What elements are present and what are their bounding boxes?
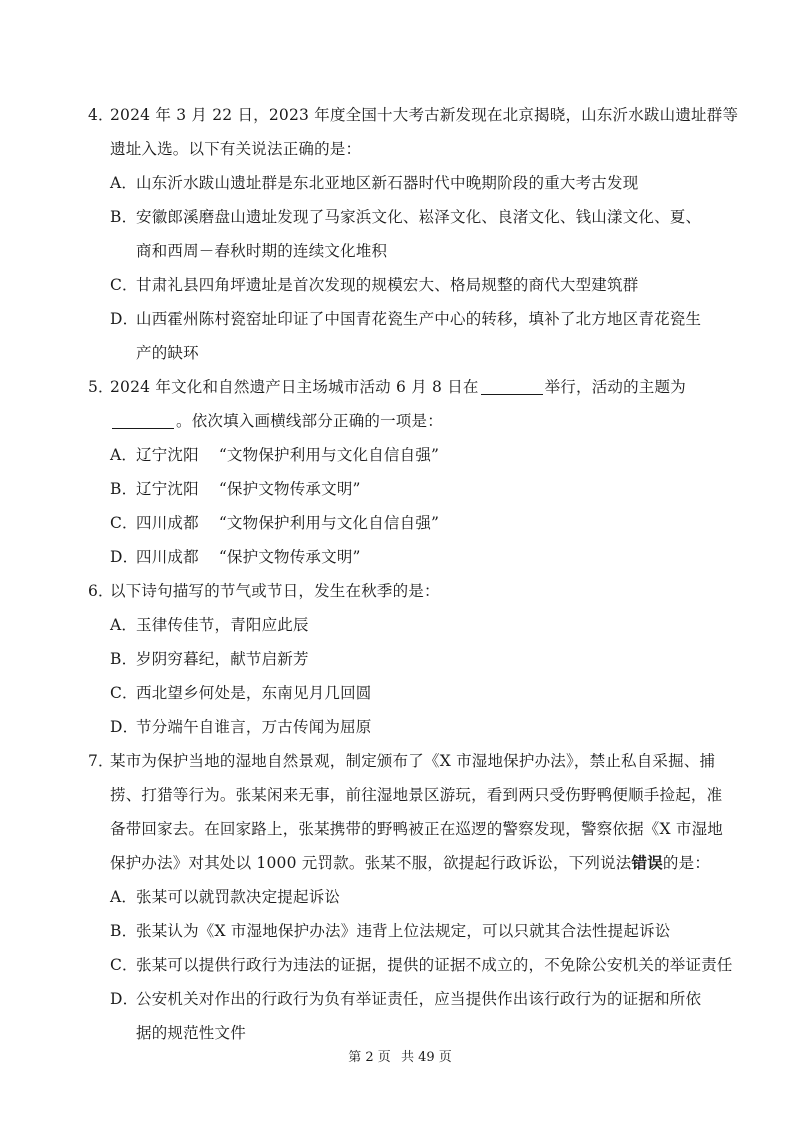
option-c[interactable] (88, 506, 728, 540)
option-letter: D． (110, 310, 139, 328)
option-theme: “文物保护利用与文化自信自强” (218, 514, 440, 532)
option-letter: D． (110, 548, 139, 566)
option-text: 商和西周－春秋时期的连续文化堆积 (136, 242, 388, 260)
question-stem-text: 。依次填入画横线部分正确的一项是： (176, 412, 443, 430)
option-d[interactable] (88, 710, 728, 744)
question-5 (88, 370, 728, 574)
question-stem-text: 举行，活动的主题为 (544, 378, 686, 396)
option-text: 张某可以就罚款决定提起诉讼 (136, 888, 341, 906)
option-letter: B． (110, 208, 138, 226)
option-letter: A． (110, 446, 138, 464)
option-letter: C． (110, 514, 138, 532)
page-total-label: 共 49 页 (400, 1050, 452, 1065)
option-letter: A． (110, 174, 138, 192)
option-a[interactable] (88, 166, 728, 200)
question-stem-text: 遗址入选。以下有关说法正确的是： (110, 140, 362, 158)
question-7-stem-line-2 (88, 778, 728, 812)
option-text: 山西霍州陈村瓷窑址印证了中国青花瓷生产中心的转移，填补了北方地区青花瓷生 (136, 310, 702, 328)
question-6-stem (88, 574, 728, 608)
question-stem-text: 备带回家去。在回家路上，张某携带的野鸭被正在巡逻的警察发现，警察依据《X 市湿地 (110, 820, 723, 838)
question-7-stem-line-4 (88, 846, 728, 880)
option-city: 四川成都 (136, 548, 199, 566)
option-letter: A． (110, 888, 138, 906)
option-city: 辽宁沈阳 (136, 446, 199, 464)
question-4 (88, 98, 739, 370)
option-b[interactable] (88, 642, 728, 676)
question-5-stem-line-1 (88, 370, 728, 404)
option-b[interactable] (88, 472, 728, 506)
question-number: 5． (88, 378, 114, 396)
option-letter: C． (110, 956, 138, 974)
question-5-stem-line-2 (88, 404, 728, 438)
emphasis-keyword: 错误 (631, 853, 663, 872)
option-text: 西北望乡何处是，东南见月几回圆 (136, 684, 372, 702)
question-stem-text: 2024 年 3 月 22 日，2023 年度全国十大考古新发现在北京揭晓，山东沂水跋山遗址群等 (110, 106, 739, 124)
option-theme: “文物保护利用与文化自信自强” (218, 446, 440, 464)
question-number: 7． (88, 752, 114, 770)
option-text: 甘肃礼县四角坪遗址是首次发现的规模宏大、格局规整的商代大型建筑群 (136, 276, 639, 294)
option-text: 节分端午自谁言，万古传闻为屈原 (136, 718, 372, 736)
option-d-continuation (88, 336, 728, 370)
option-city: 辽宁沈阳 (136, 480, 199, 498)
option-d[interactable] (88, 540, 728, 574)
question-7-stem-line-1 (88, 744, 728, 778)
question-stem-text: 2024 年文化和自然遗产日主场城市活动 6 月 8 日在 (110, 378, 479, 396)
option-text: 玉律传佳节，青阳应此辰 (136, 616, 309, 634)
option-letter: C． (110, 684, 138, 702)
option-letter: A． (110, 616, 138, 634)
option-d[interactable] (88, 982, 728, 1016)
page-number-label: 第 2 页 (348, 1050, 391, 1065)
option-letter: D． (110, 990, 139, 1008)
question-stem-text: 某市为保护当地的湿地自然景观，制定颁布了《X 市湿地保护办法》，禁止私自采掘、捕 (110, 752, 716, 770)
question-4-stem-line-2 (88, 132, 728, 166)
question-number: 6． (88, 582, 114, 600)
question-4-stem-line-1 (88, 98, 739, 132)
option-d-continuation (88, 1016, 728, 1050)
question-list (88, 98, 739, 1050)
option-c[interactable] (88, 268, 728, 302)
option-b-continuation (88, 234, 728, 268)
option-d[interactable] (88, 302, 728, 336)
option-a[interactable] (88, 608, 728, 642)
question-6 (88, 574, 728, 744)
question-stem-text: 保护办法》对其处以 1000 元罚款。张某不服，欲提起行政诉讼，下列说法 (110, 854, 632, 872)
option-text: 公安机关对作出的行政行为负有举证责任，应当提供作出该行政行为的证据和所依 (136, 990, 702, 1008)
option-c[interactable] (88, 948, 733, 982)
fill-blank-line (112, 414, 174, 429)
option-text: 安徽郎溪磨盘山遗址发现了马家浜文化、崧泽文化、良渚文化、钱山漾文化、夏、 (136, 208, 702, 226)
option-text: 产的缺环 (136, 344, 199, 362)
page-footer (0, 1046, 800, 1065)
option-letter: B． (110, 922, 138, 940)
option-letter: D． (110, 718, 139, 736)
option-c[interactable] (88, 676, 728, 710)
question-number: 4． (88, 106, 114, 124)
option-theme: “保护文物传承文明” (218, 548, 361, 566)
option-b[interactable] (88, 914, 728, 948)
question-stem-text: 的是： (662, 854, 711, 872)
option-city: 四川成都 (136, 514, 199, 532)
fill-blank-line (481, 380, 543, 395)
option-text: 据的规范性文件 (136, 1024, 246, 1042)
question-7 (88, 744, 733, 1050)
option-theme: “保护文物传承文明” (218, 480, 361, 498)
option-b[interactable] (88, 200, 728, 234)
question-7-stem-line-3 (88, 812, 728, 846)
question-stem-text: 捞、打猎等行为。张某闲来无事，前往湿地景区游玩，看到两只受伤野鸭便顺手捡起，准 (110, 786, 723, 804)
option-text: 张某可以提供行政行为违法的证据，提供的证据不成立的，不免除公安机关的举证责任 (136, 956, 733, 974)
option-a[interactable] (88, 438, 728, 472)
option-letter: B． (110, 480, 138, 498)
option-text: 岁阴穷暮纪，献节启新芳 (136, 650, 309, 668)
option-letter: B． (110, 650, 138, 668)
option-text: 张某认为《X 市湿地保护办法》违背上位法规定，可以只就其合法性提起诉讼 (136, 922, 671, 940)
option-text: 山东沂水跋山遗址群是东北亚地区新石器时代中晚期阶段的重大考古发现 (136, 174, 639, 192)
option-a[interactable] (88, 880, 728, 914)
question-stem-text: 以下诗句描写的节气或节日，发生在秋季的是： (110, 582, 440, 600)
option-letter: C． (110, 276, 138, 294)
